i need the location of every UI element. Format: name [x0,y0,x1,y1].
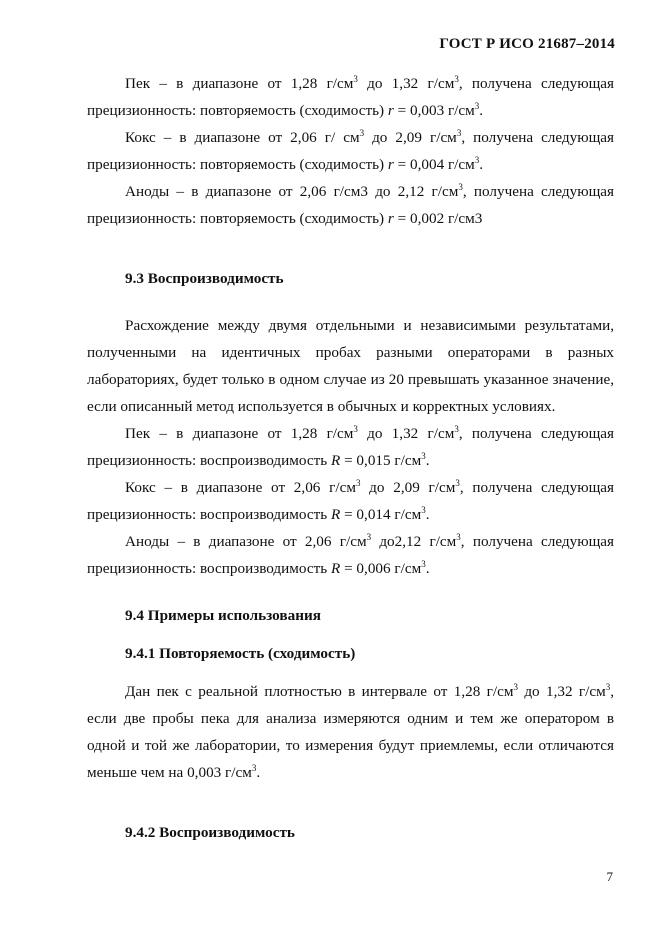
section-heading-9-4-1: 9.4.1 Повторяемость (сходимость) [125,645,356,662]
section-heading-9-4-2: 9.4.2 Воспроизводимость [125,824,295,841]
precision-paragraph-anodes: Аноды – в диапазоне от 2,06 г/см3 до 2,12 $г/см^3$, получена следующая прецизионность: повторяемость (сходимость) r = 0,002 г/см3 [87,182,615,227]
reproducibility-definition: Расхождение между двумя отдельными и независимыми результатами, полученными на идентичных пробах разными операторами в разных лабораториях, будет только в одном случае из 20 превышать указанное значение, если описанный метод используется в обычных и корректных условиях. [87,317,614,415]
precision-paragraph-pitch: Пек – в диапазоне от 1,28 $г/см^3$ до 1,32 $г/см^3$, получена следующая прецизионность: повторяемость (сходимость) r = 0,003 $г/см^3$. [87,74,614,119]
document-body [87,70,614,846]
reproducibility-paragraph-anodes: Аноды – в диапазоне от 2,06 $г/см^3$ до2,12 $г/см^3$, получена следующая прецизионность: воспроизводимость R = 0,006 $г/см^3$. [87,532,615,577]
page-number: 7 [606,869,613,884]
precision-paragraph-coke: Кокс – в диапазоне от 2,06 г/ $см^3$ до 2,09 $г/см^3$, получена следующая прецизионность: повторяемость (сходимость) r = 0,004 $г/см^3$. [87,128,615,173]
example-repeatability-paragraph: Дан пек с реальной плотностью в интервале от 1,28 $г/см^3$ до 1,32 $г/см^3$, если две пробы пека для анализа измеряются одним и тем же оператором в одной и той же лаборатории, то измерения будут приемлемы, если отличаются меньше чем на 0,003 $г/см^3$. [87,682,614,781]
section-heading-9-3: 9.3 Воспроизводимость [125,270,284,287]
section-heading-9-4: 9.4 Примеры использования [125,607,321,624]
reproducibility-paragraph-coke: Кокс – в диапазоне от 2,06 $г/см^3$ до 2,09 $г/см^3$, получена следующая прецизионность: воспроизводимость R = 0,014 $г/см^3$. [87,478,614,523]
reproducibility-paragraph-pitch: Пек – в диапазоне от 1,28 $г/см^3$ до 1,32 $г/см^3$, получена следующая прецизионность: воспроизводимость R = 0,015 $г/см^3$. [87,424,614,469]
document-header: ГОСТ Р ИСО 21687–2014 [439,36,615,52]
